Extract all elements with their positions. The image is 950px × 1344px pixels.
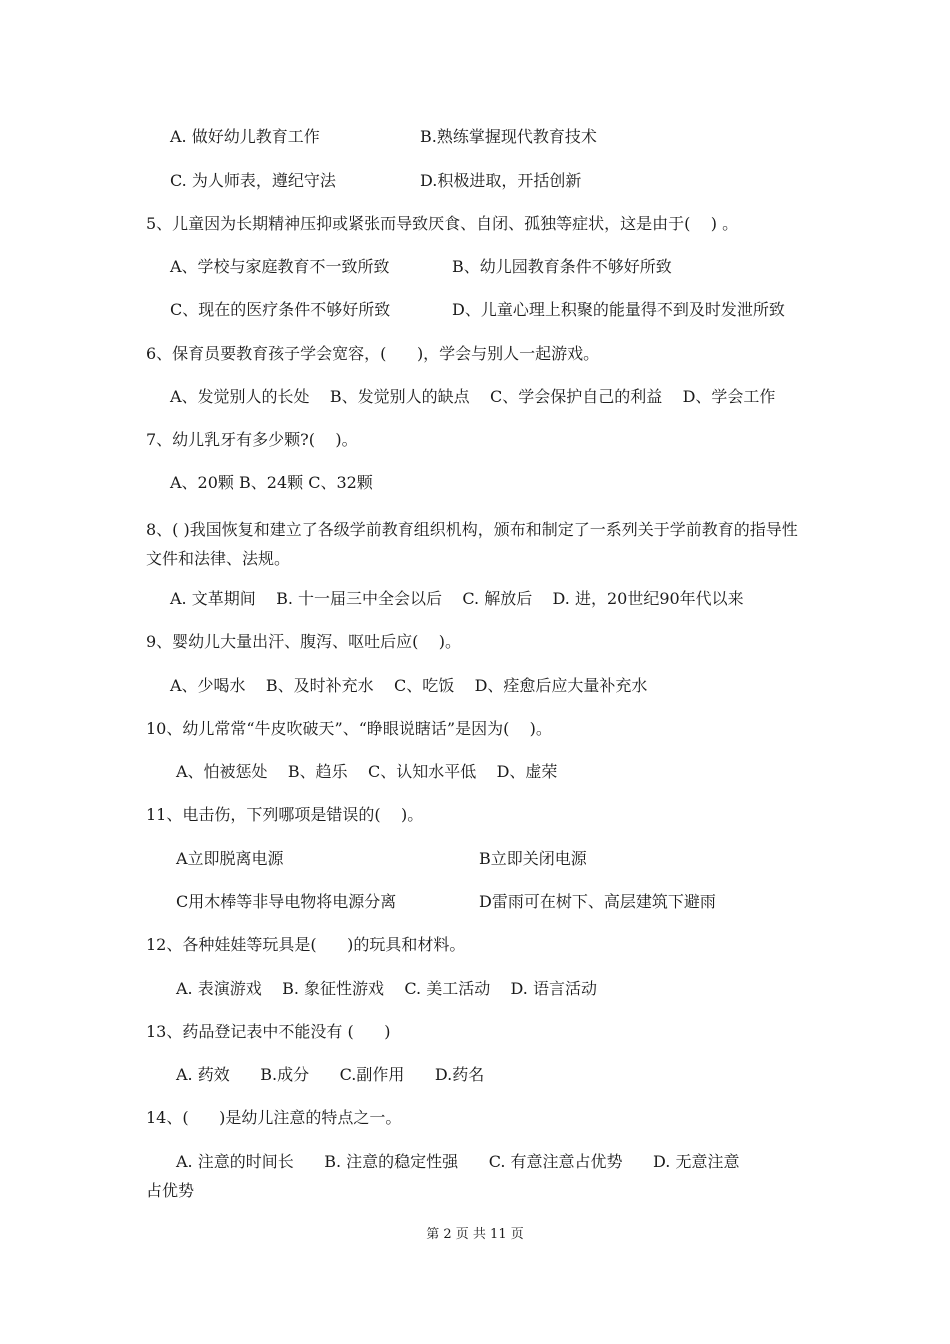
q4-option-a: A. 做好幼儿教育工作 bbox=[170, 127, 320, 146]
q5-option-d: D、儿童心理上积聚的能量得不到及时发泄所致 bbox=[452, 300, 785, 319]
page-footer: 第 2 页 共 11 页 bbox=[426, 1227, 524, 1242]
question-14: 14、( )是幼儿注意的特点之一。 bbox=[146, 1108, 402, 1127]
question-13: 13、药品登记表中不能没有 ( ) bbox=[146, 1022, 391, 1041]
q10-options: A、怕被惩处 B、趋乐 C、认知水平低 D、虚荣 bbox=[176, 762, 558, 781]
q4-option-c: C. 为人师表，遵纪守法 bbox=[170, 171, 336, 190]
q14-options: A. 注意的时间长 B. 注意的稳定性强 C. 有意注意占优势 D. 无意注意 bbox=[176, 1152, 740, 1171]
q7-options: A、20颗 B、24颗 C、32颗 bbox=[170, 473, 373, 492]
question-6: 6、保育员要教育孩子学会宽容，( )，学会与别人一起游戏。 bbox=[146, 344, 600, 363]
q4-option-b: B.熟练掌握现代教育技术 bbox=[420, 127, 597, 146]
question-5: 5、儿童因为长期精神压抑或紧张而导致厌食、自闭、孤独等症状，这是由于( ) 。 bbox=[146, 214, 739, 233]
q4-option-d: D.积极进取，开括创新 bbox=[420, 171, 582, 190]
q11-option-c: C用木棒等非导电物将电源分离 bbox=[176, 892, 397, 911]
question-8: 8、( )我国恢复和建立了各级学前教育组织机构，颁布和制定了一系列关于学前教育的指导性文件和法律、法规。 bbox=[146, 520, 798, 568]
q6-options: A、发觉别人的长处 B、发觉别人的缺点 C、学会保护自己的利益 D、学会工作 bbox=[170, 387, 776, 406]
q11-option-b: B立即关闭电源 bbox=[479, 849, 587, 868]
q11-option-d: D雷雨可在树下、高层建筑下避雨 bbox=[479, 892, 716, 911]
q12-options: A. 表演游戏 B. 象征性游戏 C. 美工活动 D. 语言活动 bbox=[176, 979, 597, 998]
q14-options-continued: 占优势 bbox=[146, 1181, 195, 1200]
question-7: 7、幼儿乳牙有多少颗?( )。 bbox=[146, 430, 358, 449]
q13-options: A. 药效 B.成分 C.副作用 D.药名 bbox=[176, 1065, 485, 1084]
q8-options: A. 文革期间 B. 十一届三中全会以后 C. 解放后 D. 进，20世纪90年代以来 bbox=[170, 589, 744, 608]
q5-option-b: B、幼儿园教育条件不够好所致 bbox=[452, 257, 672, 276]
q5-option-c: C、现在的医疗条件不够好所致 bbox=[170, 300, 391, 319]
question-9: 9、婴幼儿大量出汗、腹泻、呕吐后应( )。 bbox=[146, 632, 462, 651]
q5-option-a: A、学校与家庭教育不一致所致 bbox=[170, 257, 390, 276]
question-12: 12、各种娃娃等玩具是( )的玩具和材料。 bbox=[146, 935, 466, 954]
q9-options: A、少喝水 B、及时补充水 C、吃饭 D、痊愈后应大量补充水 bbox=[170, 676, 648, 695]
question-11: 11、电击伤，下列哪项是错误的( )。 bbox=[146, 805, 424, 824]
q11-option-a: A立即脱离电源 bbox=[176, 849, 284, 868]
question-10: 10、幼儿常常“牛皮吹破天”、“睁眼说瞎话”是因为( )。 bbox=[146, 719, 552, 738]
